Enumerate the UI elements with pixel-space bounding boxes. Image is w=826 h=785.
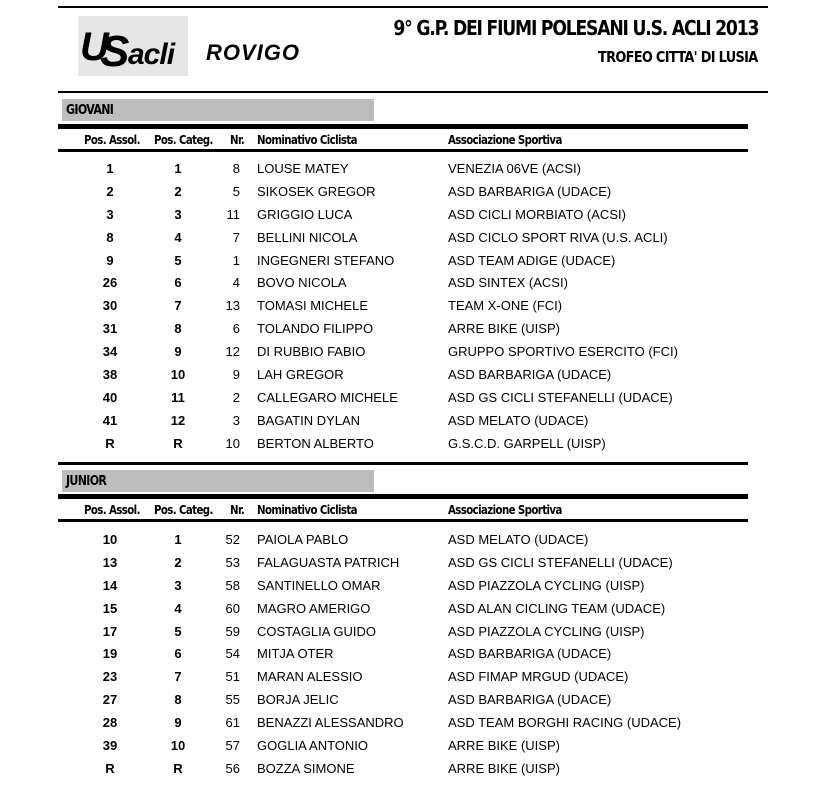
cell-nr: 57: [225, 738, 240, 754]
table-row: [58, 318, 748, 341]
cell-club: G.S.C.D. GARPELL (UISP): [448, 435, 606, 451]
table-row: [58, 552, 748, 575]
table-row: [58, 158, 748, 181]
header-top-bar: [58, 124, 748, 129]
cell-name: GOGLIA ANTONIO: [257, 738, 369, 754]
category-title: GIOVANI: [66, 103, 114, 118]
cell-name: FALAGUASTA PATRICH: [257, 554, 400, 570]
cell-club: ASD GS CICLI STEFANELLI (UDACE): [448, 389, 673, 405]
col-club: Associazione Sportiva: [448, 503, 562, 517]
cell-pos-assol: 30: [102, 298, 118, 314]
cell-name: CALLEGARO MICHELE: [257, 389, 398, 405]
cell-pos-categ: 1: [174, 532, 182, 547]
cell-club: ASD MELATO (UDACE): [448, 532, 589, 547]
cell-pos-categ: 8: [174, 321, 182, 337]
cell-pos-assol: 13: [102, 554, 118, 570]
col-pos-assol: Pos. Assol.: [84, 503, 140, 517]
cell-nr: 1: [232, 252, 240, 268]
cell-name: BOZZA SIMONE: [257, 760, 355, 776]
table-row: [58, 410, 748, 433]
cell-name: LAH GREGOR: [257, 367, 344, 383]
cell-club: ASD TEAM ADIGE (UDACE): [448, 252, 616, 268]
cell-nr: 56: [225, 760, 240, 776]
cell-club: GRUPPO SPORTIVO ESERCITO (FCI): [448, 344, 678, 360]
cell-nr: 4: [232, 275, 240, 291]
cell-pos-assol: 39: [102, 738, 118, 754]
category-label: [62, 99, 374, 121]
cell-pos-assol: 41: [102, 412, 118, 428]
cell-club: ARRE BIKE (UISP): [448, 321, 560, 337]
cell-pos-assol: R: [105, 435, 115, 451]
cell-pos-assol: 9: [106, 252, 114, 268]
table-row: [58, 181, 748, 204]
cell-pos-categ: 4: [174, 229, 182, 245]
table-row: [58, 529, 748, 552]
cell-nr: 12: [225, 344, 240, 360]
cell-name: BORJA JELIC: [257, 692, 339, 708]
table-row: [58, 689, 748, 712]
table-row: [58, 598, 748, 621]
cell-name: BAGATIN DYLAN: [257, 412, 361, 428]
section-divider: [58, 462, 748, 465]
cell-name: DI RUBBIO FABIO: [257, 344, 366, 360]
cell-pos-categ: 9: [174, 715, 182, 731]
cell-nr: 51: [225, 669, 240, 685]
table-row: [58, 735, 748, 758]
city-name: ROVIGO: [206, 40, 301, 65]
table-row: [58, 272, 748, 295]
table-row: [58, 621, 748, 644]
col-name: Nominativo Ciclista: [257, 503, 357, 517]
header-bottom-bar: [58, 149, 748, 152]
col-pos-assol: Pos. Assol.: [84, 133, 140, 147]
cell-pos-categ: 11: [171, 389, 185, 405]
column-headers: [58, 503, 748, 519]
cell-name: MITJA OTER: [257, 646, 334, 662]
cell-pos-categ: 9: [174, 344, 182, 360]
cell-pos-assol: 28: [102, 715, 118, 731]
cell-pos-assol: 8: [106, 229, 114, 245]
category-label: [62, 470, 374, 492]
cell-pos-categ: 6: [174, 646, 182, 662]
table-row: [58, 364, 748, 387]
cell-nr: 60: [225, 600, 240, 616]
col-nr: Nr.: [230, 503, 245, 517]
cell-club: ASD BARBARIGA (UDACE): [448, 692, 612, 708]
cell-pos-categ: 10: [170, 738, 186, 754]
cell-pos-assol: 2: [106, 183, 114, 199]
cell-name: PAIOLA PABLO: [257, 532, 349, 547]
cell-pos-categ: 12: [170, 412, 186, 428]
cell-name: TOMASI MICHELE: [257, 298, 369, 314]
cell-pos-categ: R: [173, 435, 183, 451]
cell-pos-categ: R: [173, 760, 183, 776]
cell-nr: 3: [232, 412, 240, 428]
cell-pos-categ: 4: [174, 600, 182, 616]
cell-club: ASD FIMAP MRGUD (UDACE): [448, 669, 629, 685]
results-rows: [58, 158, 748, 456]
cell-name: LOUSE MATEY: [257, 161, 349, 176]
cell-club: ASD BARBARIGA (UDACE): [448, 367, 612, 383]
cell-pos-assol: 17: [102, 623, 118, 639]
cell-name: BOVO NICOLA: [257, 275, 347, 291]
cell-name: COSTAGLIA GUIDO: [257, 623, 376, 639]
col-nr: Nr.: [230, 133, 245, 147]
cell-pos-assol: 1: [106, 161, 114, 176]
cell-pos-assol: 19: [102, 646, 118, 662]
cell-name: SANTINELLO OMAR: [257, 577, 381, 593]
cell-nr: 59: [225, 623, 240, 639]
cell-name: BELLINI NICOLA: [257, 229, 358, 245]
cell-nr: 5: [232, 183, 240, 199]
cell-name: GRIGGIO LUCA: [257, 206, 353, 222]
table-row: [58, 666, 748, 689]
cell-nr: 53: [225, 554, 240, 570]
table-row: [58, 575, 748, 598]
table-row: [58, 758, 748, 781]
cell-pos-categ: 6: [174, 275, 182, 291]
cell-club: ASD GS CICLI STEFANELLI (UDACE): [448, 554, 673, 570]
cell-pos-categ: 3: [174, 206, 182, 222]
cell-club: ASD PIAZZOLA CYCLING (UISP): [448, 577, 645, 593]
cell-nr: 2: [232, 389, 240, 405]
cell-name: MAGRO AMERIGO: [257, 600, 371, 616]
cell-pos-categ: 8: [174, 692, 182, 708]
cell-nr: 54: [225, 646, 240, 662]
cell-name: MARAN ALESSIO: [257, 669, 363, 685]
cell-nr: 9: [232, 367, 240, 383]
table-row: [58, 250, 748, 273]
cell-name: INGEGNERI STEFANO: [257, 252, 395, 268]
svg-text:S: S: [100, 27, 130, 76]
cell-pos-categ: 7: [174, 298, 182, 314]
us-acli-logo: [78, 16, 188, 76]
cell-pos-assol: 40: [102, 389, 118, 405]
cell-nr: 11: [226, 206, 240, 222]
cell-club: ASD PIAZZOLA CYCLING (UISP): [448, 623, 645, 639]
cell-pos-categ: 2: [174, 183, 182, 199]
table-row: [58, 712, 748, 735]
cell-club: ASD CICLO SPORT RIVA (U.S. ACLI): [448, 229, 668, 245]
cell-club: ASD SINTEX (ACSI): [448, 275, 568, 291]
cell-nr: 55: [225, 692, 240, 708]
cell-pos-assol: 10: [102, 532, 118, 547]
cell-pos-categ: 3: [174, 577, 182, 593]
table-row: [58, 433, 748, 456]
table-row: [58, 295, 748, 318]
cell-club: ASD ALAN CICLING TEAM (UDACE): [448, 600, 666, 616]
cell-club: ARRE BIKE (UISP): [448, 738, 560, 754]
cell-name: SIKOSEK GREGOR: [257, 183, 376, 199]
table-row: [58, 227, 748, 250]
header-rule: [58, 91, 768, 93]
table-row: [58, 341, 748, 364]
cell-nr: 10: [225, 435, 240, 451]
cell-nr: 8: [232, 161, 240, 176]
top-rule: [58, 6, 768, 8]
event-subtitle: TROFEO CITTA' DI LUSIA: [598, 48, 758, 66]
header-top-bar: [58, 494, 748, 499]
table-row: [58, 387, 748, 410]
cell-club: VENEZIA 06VE (ACSI): [448, 161, 581, 176]
col-name: Nominativo Ciclista: [257, 133, 357, 147]
cell-club: ASD TEAM BORGHI RACING (UDACE): [448, 715, 682, 731]
cell-nr: 6: [232, 321, 240, 337]
cell-pos-assol: 27: [102, 692, 118, 708]
cell-pos-assol: R: [105, 760, 115, 776]
column-headers: [58, 133, 748, 149]
cell-pos-assol: 38: [102, 367, 118, 383]
cell-pos-categ: 5: [174, 623, 182, 639]
cell-nr: 52: [225, 532, 240, 547]
svg-text:acli: acli: [128, 38, 175, 71]
cell-club: ASD BARBARIGA (UDACE): [448, 183, 612, 199]
cell-club: ASD CICLI MORBIATO (ACSI): [448, 206, 626, 222]
cell-nr: 61: [225, 715, 240, 731]
category-title: JUNIOR: [66, 474, 107, 489]
cell-name: TOLANDO FILIPPO: [257, 321, 374, 337]
event-title: 9° G.P. DEI FIUMI POLESANI U.S. ACLI 2013: [393, 16, 758, 40]
cell-club: ARRE BIKE (UISP): [448, 760, 560, 776]
col-pos-categ: Pos. Categ.: [154, 133, 213, 147]
cell-name: BERTON ALBERTO: [257, 435, 374, 451]
cell-pos-assol: 14: [102, 577, 118, 593]
cell-pos-categ: 7: [174, 669, 182, 685]
cell-pos-categ: 2: [174, 554, 182, 570]
cell-nr: 58: [225, 577, 240, 593]
cell-pos-categ: 10: [170, 367, 186, 383]
cell-nr: 13: [225, 298, 240, 314]
cell-club: ASD BARBARIGA (UDACE): [448, 646, 612, 662]
results-rows: [58, 529, 748, 781]
cell-pos-assol: 31: [102, 321, 118, 337]
cell-pos-categ: 5: [174, 252, 182, 268]
table-row: [58, 204, 748, 227]
cell-name: BENAZZI ALESSANDRO: [257, 715, 404, 731]
cell-pos-assol: 26: [102, 275, 118, 291]
col-pos-categ: Pos. Categ.: [154, 503, 213, 517]
header-bottom-bar: [58, 519, 748, 522]
cell-pos-assol: 15: [102, 600, 118, 616]
svg-text:U: U: [80, 25, 109, 69]
table-row: [58, 643, 748, 666]
col-club: Associazione Sportiva: [448, 133, 562, 147]
cell-pos-assol: 23: [102, 669, 118, 685]
cell-pos-assol: 34: [102, 344, 118, 360]
cell-pos-categ: 1: [174, 161, 182, 176]
cell-nr: 7: [232, 229, 240, 245]
cell-pos-assol: 3: [106, 206, 114, 222]
cell-club: ASD MELATO (UDACE): [448, 412, 589, 428]
cell-club: TEAM X-ONE (FCI): [448, 298, 563, 314]
